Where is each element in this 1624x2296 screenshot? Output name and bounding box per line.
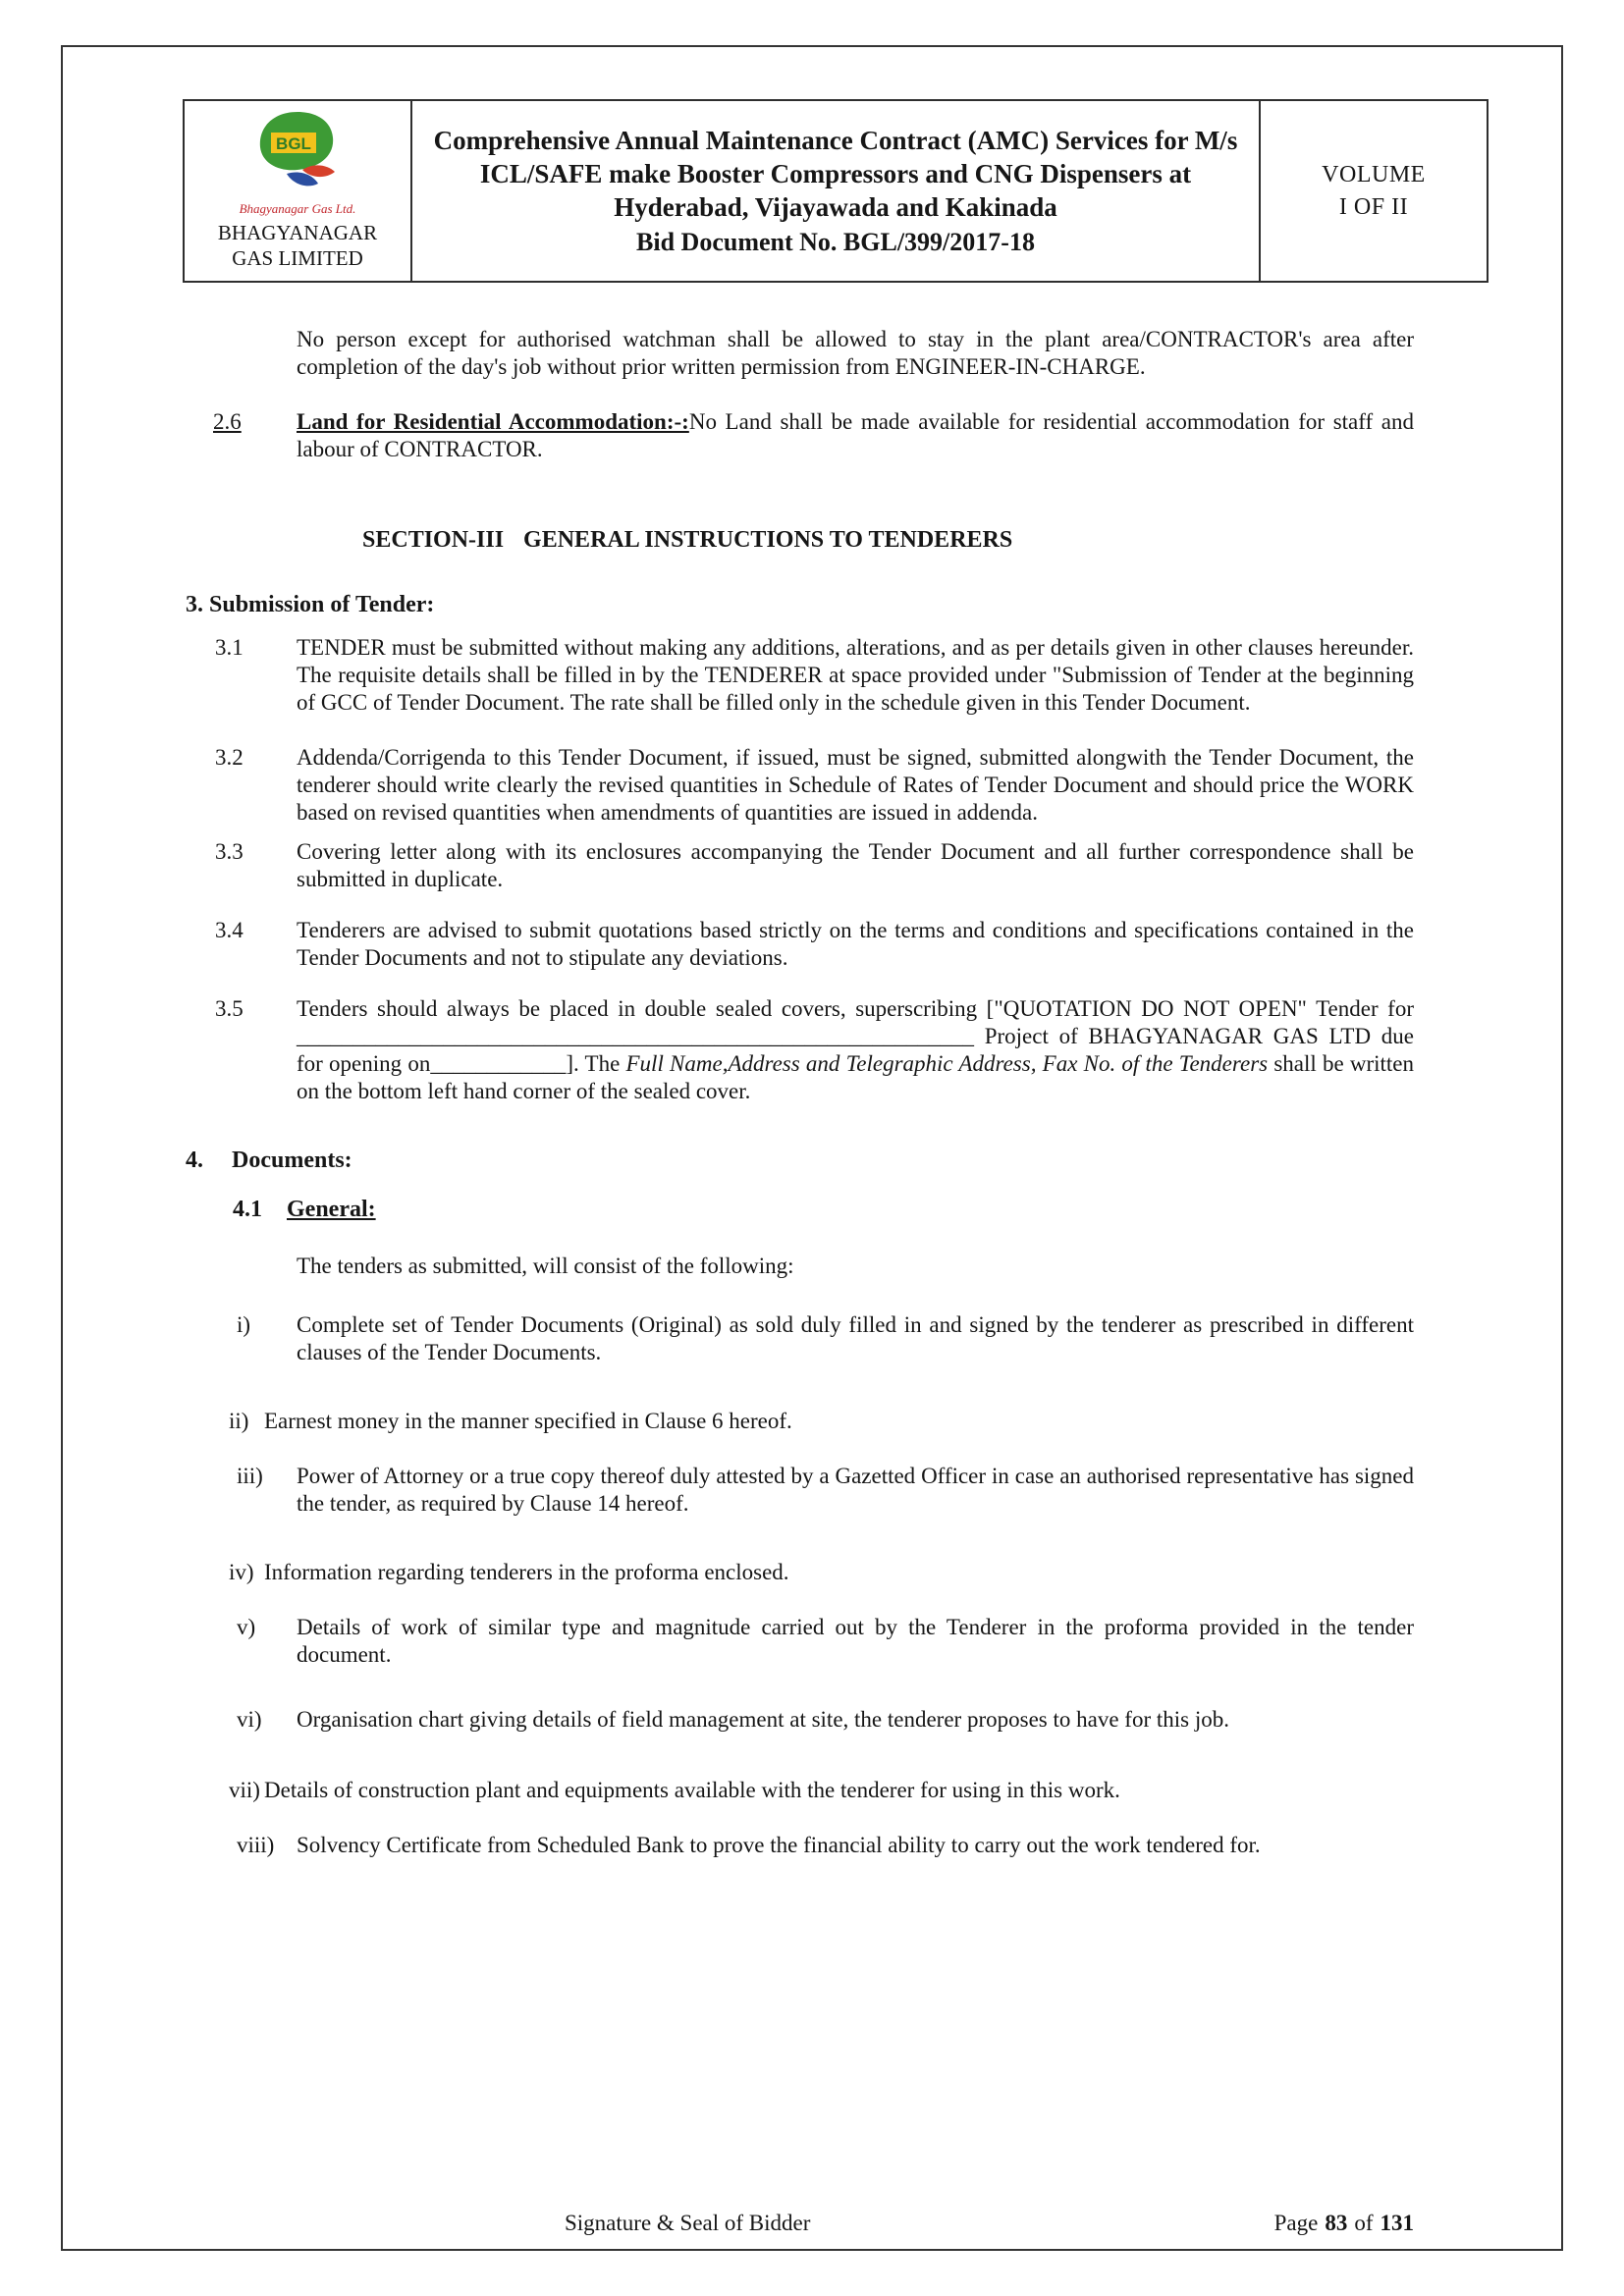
item-text: Details of work of similar type and magnitude carried out by the Tenderer in the proforma provided in the tender document. xyxy=(297,1615,1414,1667)
page-indicator xyxy=(1274,2210,1414,2237)
item-number: vii) xyxy=(229,1778,260,1802)
title-cell xyxy=(411,100,1260,282)
svg-text:BGL: BGL xyxy=(276,134,311,153)
doc-item-viii xyxy=(213,1832,1414,1859)
bgl-logo-icon xyxy=(245,134,350,199)
bid-document-number: Bid Document No. BGL/399/2017-18 xyxy=(636,227,1035,256)
clause-text: TENDER must be submitted without making any additions, alterations, and as per details given in other clauses hereunder. The requisite details shall be filled in by the TENDERER at space provided under "Submission of Tender at the beginning of GCC of Tender Document. The rate shall be filled only in the schedule given in this Tender Document. xyxy=(297,635,1414,715)
doc-item-ii xyxy=(213,1408,1414,1435)
section-heading-title: GENERAL INSTRUCTIONS TO TENDERERS xyxy=(523,527,1013,553)
clause-2-6 xyxy=(213,408,1414,463)
volume-line1: VOLUME xyxy=(1322,161,1426,187)
page-border xyxy=(61,45,1563,2251)
heading-number: 4.1 xyxy=(233,1197,262,1222)
clause-3-3 xyxy=(213,838,1414,893)
item-number: v) xyxy=(237,1615,256,1639)
clause-3-5-italic: Full Name,Address and Telegraphic Address, Fax No. of the Tenderers xyxy=(625,1051,1269,1076)
clause-number: 3.5 xyxy=(215,996,244,1021)
doc-item-v xyxy=(213,1614,1414,1669)
header-table xyxy=(183,99,1489,283)
doc-item-iv xyxy=(213,1559,1414,1586)
of-word: of xyxy=(1354,2211,1374,2235)
item-number: iv) xyxy=(229,1560,254,1584)
clause-3-5-part2: shall be written on the bottom left hand corner of the sealed cover. xyxy=(297,1051,1415,1103)
documents-heading xyxy=(186,1147,1414,1174)
logo-tagline: Bhagyanagar Gas Ltd. xyxy=(239,201,356,216)
item-number: vi) xyxy=(237,1707,262,1732)
document-title: Comprehensive Annual Maintenance Contract (AMC) Services for M/s ICL/SAFE make Booster Compressors and CNG Dispensers at Hyderabad, Vijayawada and Kakinada xyxy=(433,125,1238,222)
doc-item-vii xyxy=(213,1777,1414,1804)
paragraph-text: No person except for authorised watchman shall be allowed to stay in the plant area/CONTRACTOR's area after completion of the day's job without prior written permission from ENGINEER-IN-CHARGE. xyxy=(297,327,1414,379)
clause-2-6-heading: Land for Residential Accommodation:-: xyxy=(297,409,689,434)
submission-of-tender-heading: 3. Submission of Tender: xyxy=(186,592,435,617)
section-heading xyxy=(362,526,1414,554)
item-text: Solvency Certificate from Scheduled Bank to prove the financial ability to carry out the work tendered for. xyxy=(297,1833,1261,1857)
item-number: iii) xyxy=(237,1464,263,1488)
clause-3-5-part1: Tenders should always be placed in double sealed covers, superscribing ["QUOTATION DO NOT OPEN" Tender for ____________________________________________________________ Project of BHAGYANAGAR GAS LTD due for opening on____________]. The xyxy=(297,996,1414,1076)
doc-item-iii xyxy=(213,1463,1414,1518)
item-text: Details of construction plant and equipments available with the tenderer for using in this work. xyxy=(264,1778,1120,1802)
item-number: viii) xyxy=(237,1833,275,1857)
clause-3-5 xyxy=(213,995,1414,1105)
item-text: Power of Attorney or a true copy thereof duly attested by a Gazetted Officer in case an authorised representative has signed the tender, as required by Clause 14 hereof. xyxy=(297,1464,1414,1516)
volume-line2: I OF II xyxy=(1338,193,1409,220)
heading-label: General: xyxy=(287,1197,376,1222)
clause-number: 3.1 xyxy=(215,635,244,660)
logo-cell xyxy=(184,100,411,282)
item-text: Earnest money in the manner specified in Clause 6 hereof. xyxy=(264,1409,792,1433)
clause-2-6-body: No Land shall be made available for residential accommodation for staff and labour of CONTRACTOR. xyxy=(297,409,1414,461)
clause-text xyxy=(297,995,1414,1105)
organisation-name-line2: GAS LIMITED xyxy=(232,246,363,270)
clause-text: Covering letter along with its enclosures accompanying the Tender Document and all further correspondence shall be submitted in duplicate. xyxy=(297,839,1414,891)
clause-text xyxy=(297,408,1414,463)
watchman-paragraph xyxy=(213,326,1414,381)
heading-label: Documents: xyxy=(232,1148,352,1173)
tender-contents-intro: The tenders as submitted, will consist of the following: xyxy=(297,1254,794,1278)
clause-text: Addenda/Corrigenda to this Tender Document, if issued, must be signed, submitted alongwith the Tender Document, the tenderer should write clearly the revised quantities in Schedule of Rates of Tender Document and should price the WORK based on revised quantities when amendments of quantities are issued in addenda. xyxy=(297,745,1414,825)
clause-3-1 xyxy=(213,634,1414,717)
page-footer xyxy=(213,2210,1414,2237)
item-text: Information regarding tenderers in the proforma enclosed. xyxy=(264,1560,789,1584)
doc-item-i xyxy=(213,1311,1414,1366)
total-pages: 131 xyxy=(1380,2211,1414,2235)
heading-number: 4. xyxy=(186,1148,203,1173)
clause-text: Tenderers are advised to submit quotations based strictly on the terms and conditions and specifications contained in the Tender Documents and not to stipulate any deviations. xyxy=(297,918,1414,970)
clause-number: 3.4 xyxy=(215,918,244,942)
clause-3-2 xyxy=(213,744,1414,827)
document-body xyxy=(186,326,1415,1859)
clause-number: 3.2 xyxy=(215,745,244,770)
page-number: 83 xyxy=(1325,2211,1348,2235)
item-text: Organisation chart giving details of field management at site, the tenderer proposes to have for this job. xyxy=(297,1707,1229,1732)
organisation-name xyxy=(190,220,405,271)
volume-label xyxy=(1262,159,1486,224)
page-word: Page xyxy=(1273,2211,1319,2235)
section-heading-number: SECTION-III xyxy=(362,527,505,553)
volume-cell xyxy=(1260,100,1488,282)
item-number: i) xyxy=(237,1312,251,1337)
doc-item-vi xyxy=(213,1706,1414,1734)
item-number: ii) xyxy=(229,1409,249,1433)
clause-3-4 xyxy=(213,917,1414,972)
organisation-name-line1: BHAGYANAGAR xyxy=(217,221,378,244)
general-heading xyxy=(233,1196,1414,1223)
clause-number: 3.3 xyxy=(215,839,244,864)
clause-number: 2.6 xyxy=(213,409,242,434)
signature-seal-label: Signature & Seal of Bidder xyxy=(565,2211,811,2235)
item-text: Complete set of Tender Documents (Original) as sold duly filled in and signed by the tenderer as prescribed in different clauses of the Tender Documents. xyxy=(297,1312,1414,1364)
